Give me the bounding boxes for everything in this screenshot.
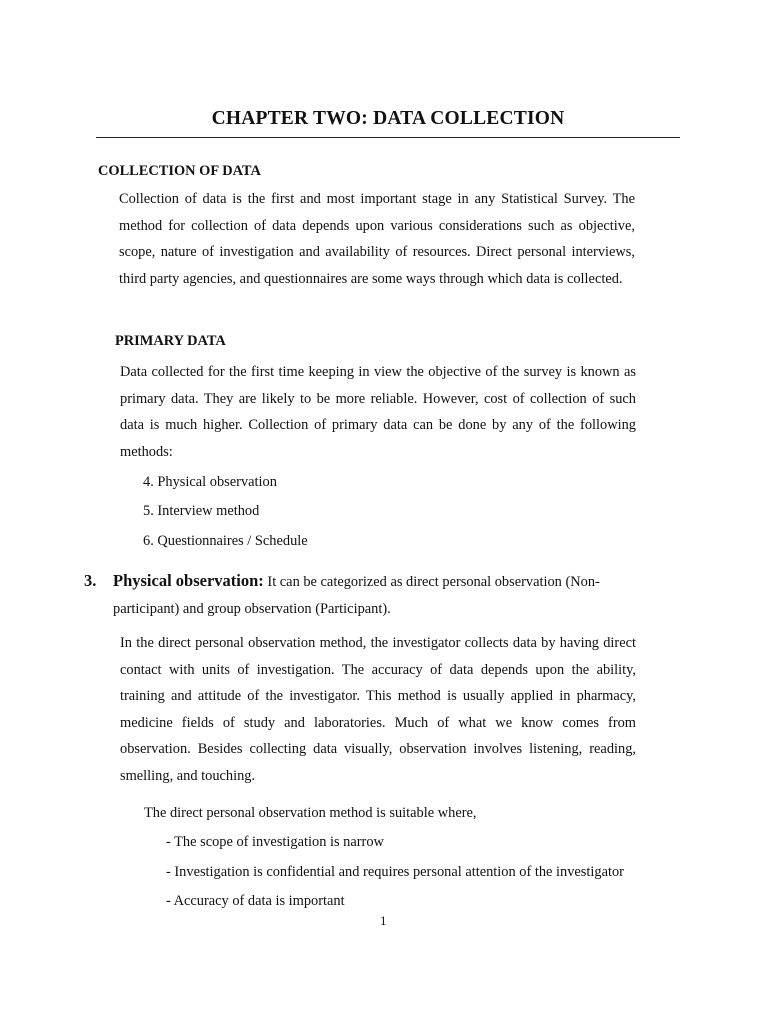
method-item-interview: 5. Interview method xyxy=(143,503,260,519)
section-heading-collection: COLLECTION OF DATA xyxy=(98,163,261,179)
method-item-questionnaire: 6. Questionnaires / Schedule xyxy=(143,533,308,549)
condition-item: - The scope of investigation is narrow xyxy=(166,834,384,850)
condition-item: - Accuracy of data is important xyxy=(166,893,345,909)
primary-paragraph: Data collected for the first time keeping in view the objective of the survey is known as primary data. They are likely to be more reliable. However, cost of collection of such data is much higher. Collection of primary data can be done by any of the following methods: xyxy=(120,364,636,460)
section-number: 3. xyxy=(84,571,97,590)
section-title-physical: Physical observation: xyxy=(113,571,264,590)
chapter-title: CHAPTER TWO: DATA COLLECTION xyxy=(211,108,565,129)
method-item-physical: 4. Physical observation xyxy=(143,474,277,490)
physical-intro-text: It can be categorized as direct personal observation (Non- xyxy=(267,574,600,590)
physical-intro-line2: participant) and group observation (Participant). xyxy=(113,601,391,617)
section-heading-primary: PRIMARY DATA xyxy=(115,333,226,349)
collection-paragraph: Collection of data is the first and most important stage in any Statistical Survey. The method for collection of data depends upon various considerations such as objective, scope, nature of investigation and availability of resources. Direct personal interviews, third party agencies, and questionnaires are some ways through which data is collected. xyxy=(119,191,635,287)
direct-observation-paragraph: In the direct personal observation method, the investigator collects data by having direct contact with units of investigation. The accuracy of data depends upon the ability, training and attitude of the investigator. This method is usually applied in pharmacy, medicine fields of study and laboratories. Much of what we know comes from observation. Besides collecting data visually, observation involves listening, reading, smelling, and touching. xyxy=(120,635,636,784)
page-number: 1 xyxy=(380,913,387,928)
condition-item: - Investigation is confidential and requires personal attention of the investigator xyxy=(166,864,624,880)
physical-intro-line xyxy=(113,571,600,591)
title-divider xyxy=(96,137,680,138)
suitable-intro: The direct personal observation method is suitable where, xyxy=(144,805,477,821)
